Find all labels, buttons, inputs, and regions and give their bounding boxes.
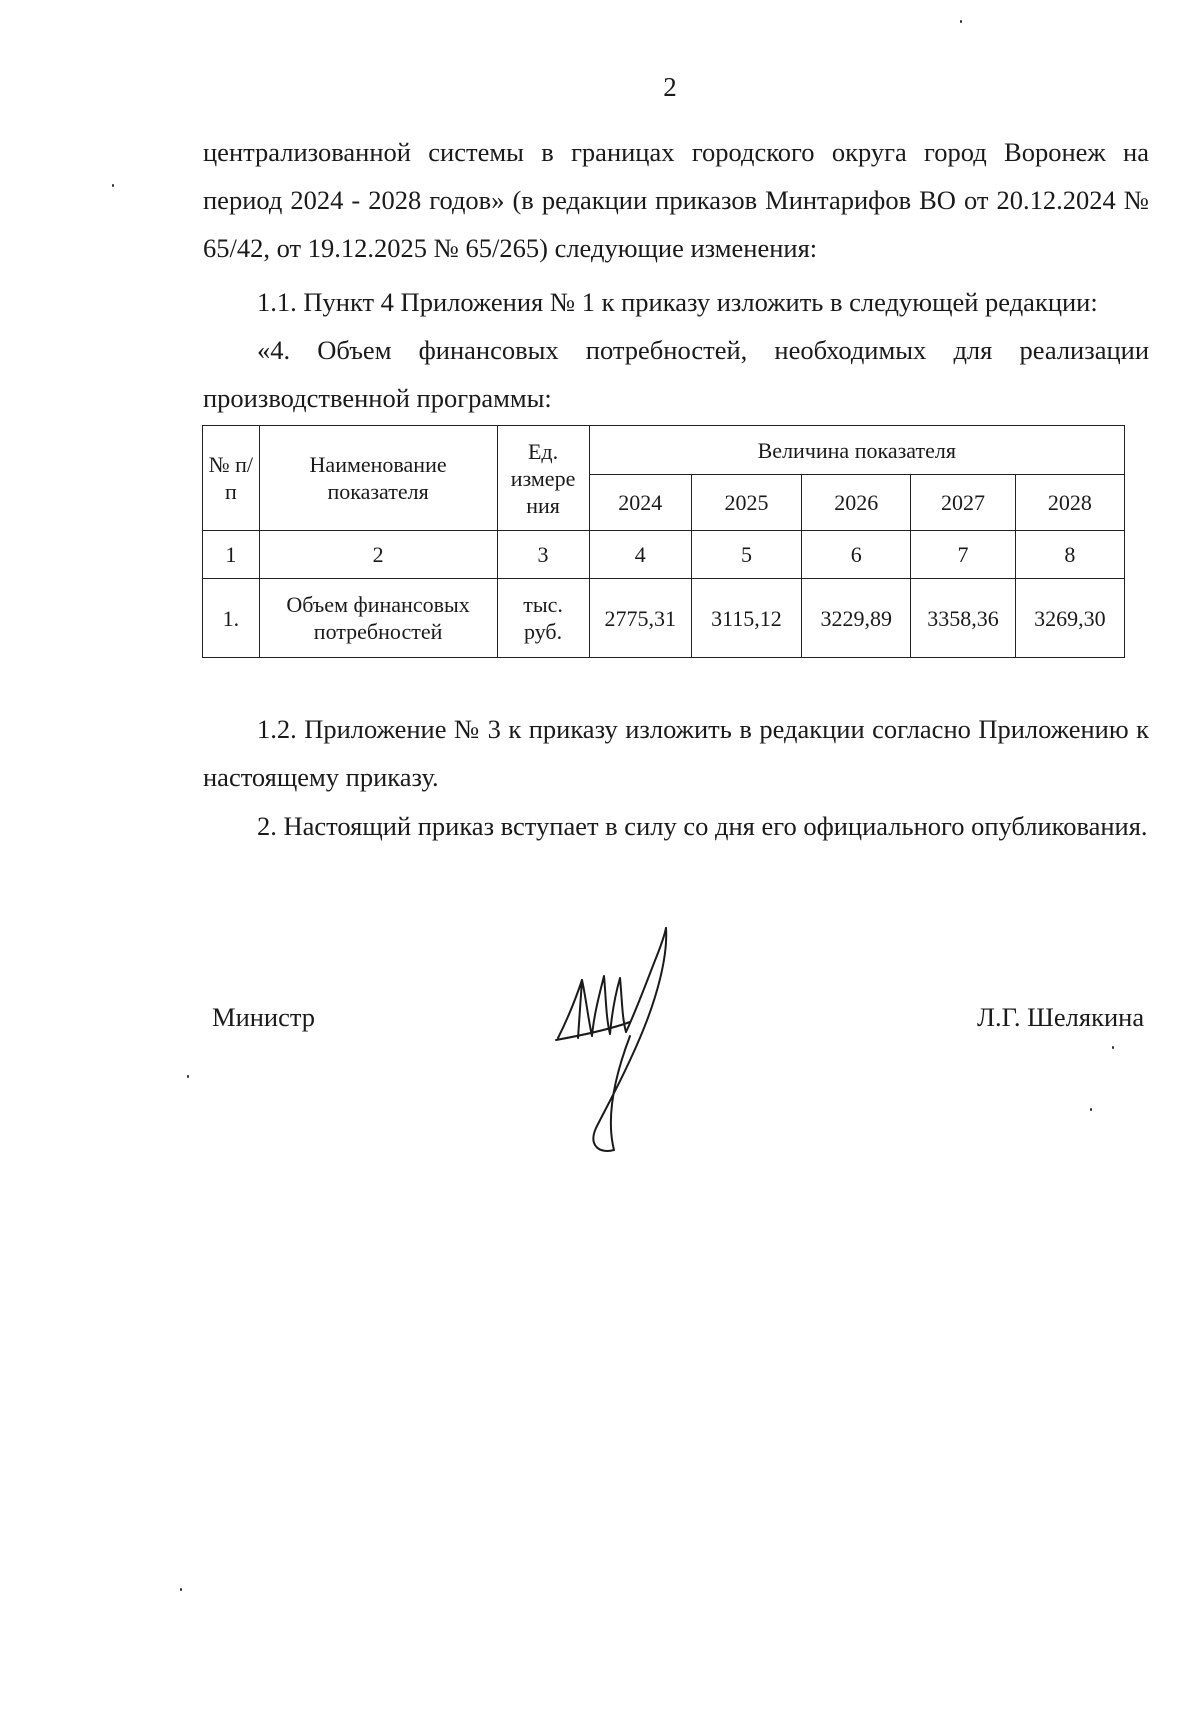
column-index: 6: [802, 531, 911, 579]
column-index: 3: [497, 531, 589, 579]
scan-speck: [960, 20, 962, 23]
row-value: 3115,12: [691, 579, 801, 658]
financial-needs-table: [202, 425, 1125, 658]
item-4-paragraph: «4. Объем финансовых потребностей, необходимых для реализации производственной программы:: [203, 335, 1149, 413]
page-number: 2: [663, 72, 677, 102]
column-index: 5: [691, 531, 801, 579]
column-index: 1: [203, 531, 260, 579]
row-value: 3358,36: [911, 579, 1015, 658]
row-num: 1.: [203, 579, 260, 658]
column-index: 8: [1015, 531, 1124, 579]
scan-speck: [187, 1075, 189, 1078]
header-value-group: Величина показателя: [589, 426, 1124, 475]
header-unit: Ед. измере ния: [497, 426, 589, 531]
column-index: 7: [911, 531, 1015, 579]
header-year: 2026: [802, 475, 911, 531]
scan-speck: [1112, 1046, 1114, 1049]
header-year: 2024: [589, 475, 691, 531]
header-num: № п/п: [203, 426, 260, 531]
scan-speck: [1090, 1108, 1092, 1111]
signatory-name: Л.Г. Шелякина: [977, 1002, 1145, 1032]
row-value: 3269,30: [1015, 579, 1124, 658]
row-value: 2775,31: [589, 579, 691, 658]
row-unit: тыс. руб.: [497, 579, 589, 658]
table-row: [203, 579, 1125, 658]
header-name: Наименование показателя: [259, 426, 497, 531]
row-name: Объем финансовых потребностей: [259, 579, 497, 658]
intro-paragraph: централизованной системы в границах городского округа город Воронеж на период 2024 - 2028 годов» (в редакции приказов Минтарифов ВО от 20.12.2024 № 65/42, от 19.12.2025 № 65/265) следующие изменения:: [203, 137, 1149, 263]
scan-speck: [180, 1588, 182, 1591]
item-1-2-paragraph: 1.2. Приложение № 3 к приказу изложить в редакции согласно Приложению к настоящему приказу.: [203, 714, 1149, 792]
header-year: 2025: [691, 475, 801, 531]
row-value: 3229,89: [802, 579, 911, 658]
signatory-title: Министр: [212, 1002, 316, 1032]
column-index: 2: [259, 531, 497, 579]
scan-speck: [112, 184, 114, 187]
column-index: 4: [589, 531, 691, 579]
column-index-row: [203, 531, 1125, 579]
header-year: 2028: [1015, 475, 1124, 531]
item-1-1-paragraph: 1.1. Пункт 4 Приложения № 1 к приказу изложить в следующей редакции:: [257, 287, 1098, 317]
item-2-paragraph: 2. Настоящий приказ вступает в силу со дня его официального опубликования.: [257, 811, 1148, 841]
header-year: 2027: [911, 475, 1015, 531]
handwritten-signature: [548, 918, 708, 1168]
